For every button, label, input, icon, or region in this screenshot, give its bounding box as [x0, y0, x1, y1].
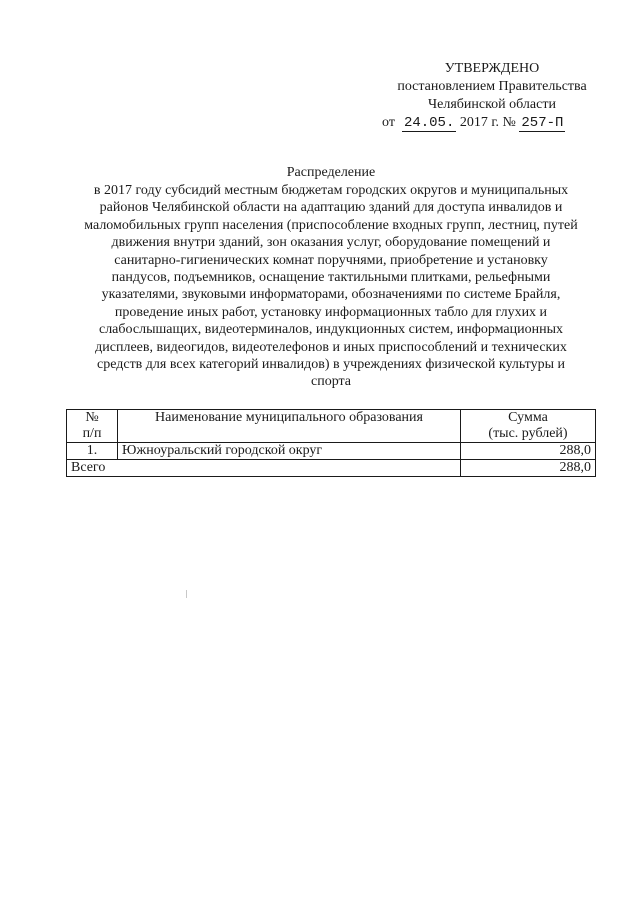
- approval-block: [384, 60, 600, 132]
- approval-number-stamp: 257-П: [521, 115, 564, 131]
- row-sum: 288,0: [461, 443, 596, 460]
- approval-date-stamp: 24.05.: [403, 115, 455, 131]
- header-sum-line-2: (тыс. рублей): [488, 426, 568, 441]
- date-prefix: от: [382, 115, 395, 130]
- table-header-row: [67, 410, 596, 443]
- header-sum-line-1: Сумма: [508, 410, 548, 425]
- approval-line-1: постановлением Правительства: [397, 79, 587, 94]
- header-name: Наименование муниципального образования: [118, 410, 461, 443]
- header-sum: [461, 410, 596, 443]
- total-sum: 288,0: [461, 460, 596, 477]
- row-name: Южноуральский городской округ: [118, 443, 461, 460]
- table-total-row: [67, 460, 596, 477]
- row-number: 1.: [67, 443, 118, 460]
- scan-speck: [186, 590, 187, 598]
- approval-line-2: Челябинской области: [428, 97, 556, 112]
- document-heading: Распределение: [286, 165, 376, 180]
- distribution-table: [66, 409, 596, 477]
- approval-year: 2017 г. №: [459, 115, 516, 130]
- total-label: Всего: [67, 460, 461, 477]
- table-row: [67, 443, 596, 460]
- approval-date-line: [382, 114, 600, 132]
- header-number-line-1: №: [85, 410, 99, 425]
- header-number: [67, 410, 118, 443]
- header-number-line-2: п/п: [82, 426, 102, 441]
- document-body: в 2017 году субсидий местным бюджетам городских округов и муниципальных районов Челябинской области на адаптацию зданий для доступа инвалидов и маломобильных групп населения (приспособление входных групп, лестниц, путей движения внутри зданий, зон оказания услуг, оборудование помещений и санитарно-гигиенических комнат поручнями, приобретение и установку пандусов, подъемников, оснащение тактильными плитками, рельефными указателями, звуковыми информаторами, обозначениями по системе Брайля, проведение иных работ, установку информационных табло для глухих и слабослышащих, видеотерминалов, индукционных систем, информационных дисплеев, видеогидов, видеотелефонов и иных приспособлений и технических средств для всех категорий инвалидов) в учреждениях физической культуры и спорта: [84, 183, 578, 390]
- approval-title: УТВЕРЖДЕНО: [444, 61, 540, 76]
